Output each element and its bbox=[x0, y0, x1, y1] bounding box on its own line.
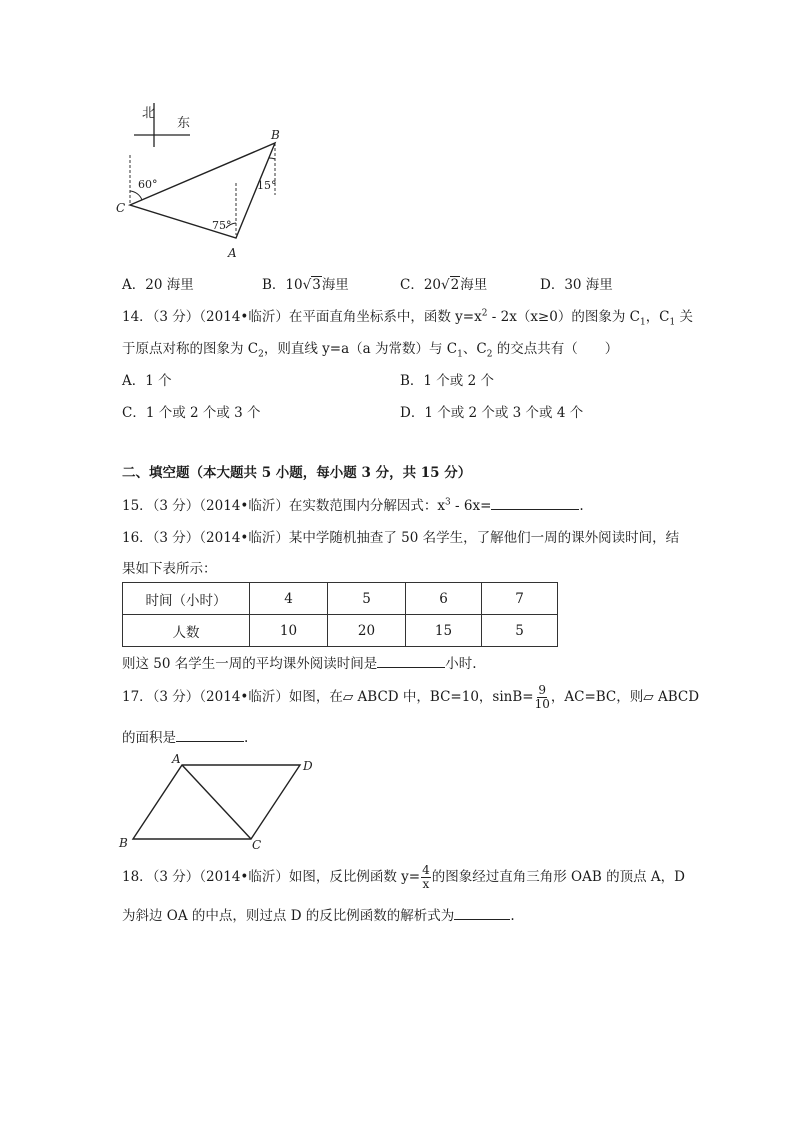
parallelogram-figure bbox=[112, 752, 327, 852]
q17-text: 的面积是 bbox=[122, 730, 176, 746]
section-heading: 二、填空题（本大题共 5 小题，每小题 3 分，共 15 分） bbox=[122, 465, 472, 481]
q14-text: ，C bbox=[645, 309, 670, 325]
q18-stem-line2 bbox=[122, 904, 515, 924]
q13-option-b-radicand: 3 bbox=[312, 277, 321, 293]
east-label: 东 bbox=[177, 116, 191, 131]
q18-period: . bbox=[510, 908, 515, 924]
fraction-numerator: 4 bbox=[422, 863, 430, 877]
q14-text: 的交点共有（ ） bbox=[492, 341, 619, 357]
q13-option-c bbox=[400, 273, 487, 293]
q14-stem-line2 bbox=[122, 337, 618, 360]
q14-sub: 1 bbox=[669, 317, 676, 328]
q13-option-c-unit: 海里 bbox=[460, 277, 488, 293]
fraction-denominator: x bbox=[422, 877, 430, 891]
q15-text: - 6x= bbox=[450, 498, 492, 514]
angle-b-label: 15° bbox=[257, 179, 277, 192]
q14-sub: 2 bbox=[258, 349, 264, 360]
q14-option-c: C．1 个或 2 个或 3 个 bbox=[122, 405, 261, 421]
angle-a-label: 75° bbox=[212, 219, 232, 232]
q15-sup: 3 bbox=[445, 497, 451, 508]
q15-period: . bbox=[579, 498, 584, 514]
q14-text: 关 bbox=[675, 309, 694, 325]
q18-text: 为斜边 OA 的中点，则过点 D 的反比例函数的解析式为 bbox=[122, 908, 455, 924]
q13-option-c-prefix: C．20 bbox=[400, 277, 442, 293]
table-cell: 20 bbox=[328, 615, 406, 647]
q13-option-b-prefix: B．10 bbox=[262, 277, 303, 293]
point-d-label: D bbox=[303, 759, 313, 773]
q17-stem-line1 bbox=[122, 684, 699, 711]
table-cell: 时间（小时） bbox=[123, 583, 250, 615]
q13-option-b-unit: 海里 bbox=[321, 277, 349, 293]
q14-stem-line1 bbox=[122, 305, 693, 328]
q15-stem bbox=[122, 494, 584, 514]
q14-sub: 1 bbox=[639, 317, 646, 328]
fraction-numerator: 9 bbox=[538, 683, 547, 697]
q13-option-b bbox=[262, 273, 349, 293]
q16-text: 则这 50 名学生一周的平均课外阅读时间是 bbox=[122, 656, 378, 672]
table-row bbox=[123, 583, 558, 615]
angle-c-label: 60° bbox=[138, 178, 158, 191]
fraction-denominator: 10 bbox=[534, 697, 550, 711]
reading-time-table bbox=[122, 582, 558, 647]
q16-stem-line3 bbox=[122, 652, 477, 672]
q14-text: ，则直线 y=a（a 为常数）与 C bbox=[263, 341, 458, 357]
answer-blank[interactable] bbox=[377, 653, 445, 668]
point-b-label: B bbox=[271, 128, 280, 142]
table-cell: 5 bbox=[482, 615, 558, 647]
table-cell: 10 bbox=[250, 615, 328, 647]
q14-sup: 2 bbox=[481, 308, 488, 319]
point-b-label: B bbox=[119, 836, 128, 850]
table-row bbox=[123, 615, 558, 647]
q17-stem-line2 bbox=[122, 726, 248, 746]
answer-blank[interactable] bbox=[176, 727, 244, 742]
q17-text: ，AC=BC，则▱ ABCD bbox=[550, 689, 700, 705]
q14-option-d: D．1 个或 2 个或 3 个或 4 个 bbox=[400, 405, 584, 421]
point-c-label: C bbox=[116, 201, 126, 215]
q14-sub: 1 bbox=[457, 349, 463, 360]
table-cell: 15 bbox=[406, 615, 482, 647]
point-a-label: A bbox=[172, 752, 181, 766]
q13-option-d: D．30 海里 bbox=[540, 277, 613, 293]
fraction-9-10 bbox=[535, 684, 550, 711]
point-a-label: A bbox=[228, 246, 237, 260]
q16-stem-line2: 果如下表所示： bbox=[122, 561, 217, 577]
sqrt-sign: √ bbox=[302, 277, 312, 293]
q14-text: - 2x（x≥0）的图象为 C bbox=[487, 309, 640, 325]
q18-text: 18．（3 分）（2014•临沂）如图，反比例函数 y= bbox=[122, 869, 421, 885]
q15-text: 15．（3 分）（2014•临沂）在实数范围内分解因式：x bbox=[122, 498, 445, 514]
table-cell: 4 bbox=[250, 583, 328, 615]
q13-option-c-radicand: 2 bbox=[450, 277, 460, 293]
sqrt-sign: √ bbox=[441, 277, 450, 293]
q16-stem-line1: 16．（3 分）（2014•临沂）某中学随机抽查了 50 名学生，了解他们一周的课外阅读时间，结 bbox=[122, 530, 680, 546]
table-cell: 人数 bbox=[123, 615, 250, 647]
q14-text: 、C bbox=[462, 341, 487, 357]
table-cell: 7 bbox=[482, 583, 558, 615]
answer-blank[interactable] bbox=[491, 495, 579, 510]
q14-option-a: A．1 个 bbox=[122, 373, 172, 389]
point-c-label: C bbox=[252, 838, 262, 852]
q14-text: 于原点对称的图象为 C bbox=[122, 341, 259, 357]
q13-option-a: A．20 海里 bbox=[122, 277, 194, 293]
q14-text: 14．（3 分）（2014•临沂）在平面直角坐标系中，函数 y=x bbox=[122, 309, 482, 325]
q14-option-b: B．1 个或 2 个 bbox=[400, 373, 494, 389]
north-label: 北 bbox=[142, 106, 156, 121]
table-cell: 6 bbox=[406, 583, 482, 615]
q16-text: 小时. bbox=[445, 656, 477, 672]
q17-text: 17．（3 分）（2014•临沂）如图，在▱ ABCD 中，BC=10，sinB= bbox=[122, 689, 534, 705]
q14-sub: 2 bbox=[486, 349, 493, 360]
q18-text: 的图象经过直角三角形 OAB 的顶点 A，D bbox=[431, 869, 685, 885]
q18-stem-line1 bbox=[122, 864, 685, 891]
table-cell: 5 bbox=[328, 583, 406, 615]
q17-period: . bbox=[244, 730, 249, 746]
answer-blank[interactable] bbox=[454, 905, 510, 920]
navigation-triangle-figure bbox=[112, 95, 292, 265]
fraction-4-x bbox=[421, 864, 431, 891]
